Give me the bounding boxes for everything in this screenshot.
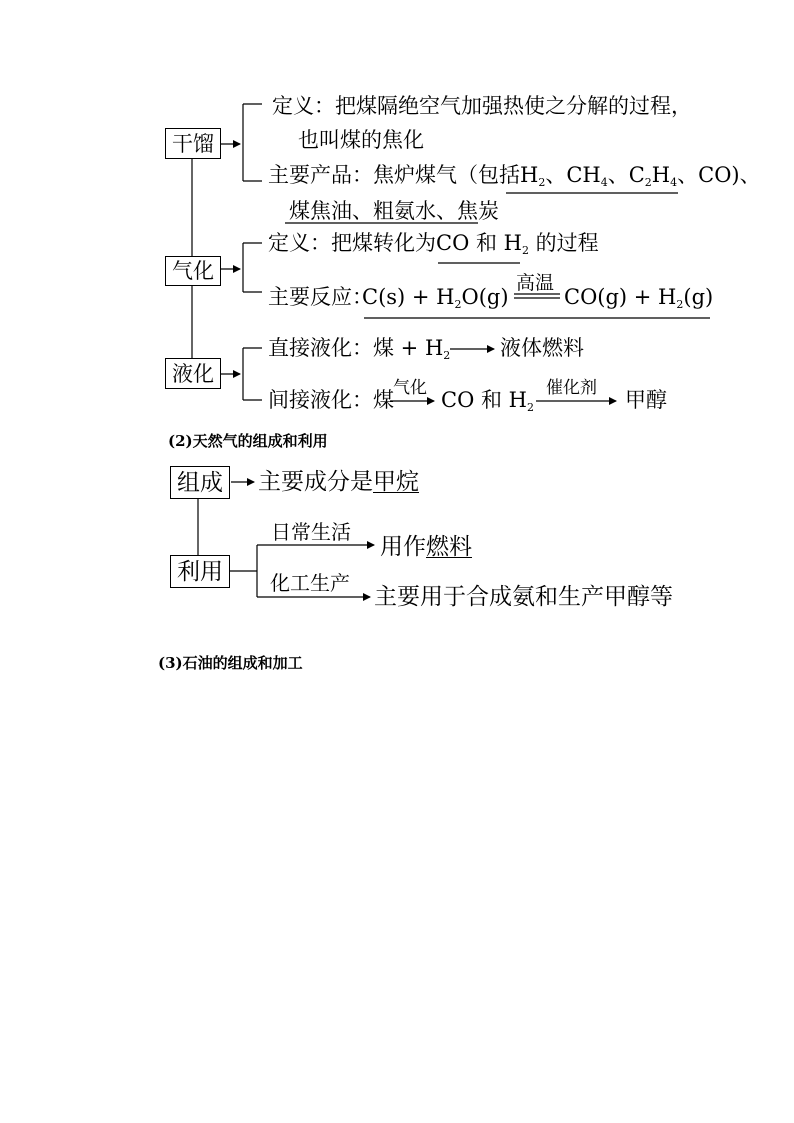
composition-value: 甲烷 [373, 469, 419, 495]
dry-distillation-products [268, 163, 761, 187]
section2-heading: (2)天然气的组成和利用 [168, 432, 328, 450]
separator: 、 [677, 163, 699, 187]
reaction-reactants: $C(s) + H_2O(g)$ [362, 285, 509, 311]
composition-text [258, 469, 419, 495]
definition-co-h2: CO 和 $H_2$ [436, 231, 529, 257]
indirect-condition-gasify: 气化 [393, 378, 427, 398]
liquefaction-label: 液化 [172, 361, 214, 386]
dry-distillation-definition: 定义：把煤隔绝空气加强热使之分解的过程， [272, 94, 692, 118]
industry-use: 主要用于合成氨和生产甲醇等 [374, 584, 673, 610]
reaction-condition: 高温 [516, 272, 555, 294]
products-tail: 、 [739, 163, 761, 187]
separator: 、 [607, 163, 629, 187]
dry-distillation-label: 干馏 [172, 131, 214, 156]
section3-heading: (3)石油的组成和加工 [158, 654, 303, 672]
definition-prefix: 定义：把煤转化为 [268, 231, 436, 255]
direct-liquefaction: 直接液化：煤 + $H_2$ [268, 336, 451, 362]
indirect-liquefaction-mid: CO 和 $H_2$ [441, 388, 534, 414]
definition-suffix: 的过程 [528, 231, 599, 255]
gas-ch4: $CH_4$ [566, 163, 608, 189]
gasification-box [165, 256, 221, 286]
utilization-label: 利用 [177, 558, 223, 585]
indirect-condition-catalyst: 催化剂 [546, 378, 597, 398]
indirect-liquefaction-prefix: 间接液化：煤 [268, 388, 394, 412]
separator: 、 [545, 163, 567, 187]
industry-condition: 化工生产 [270, 571, 350, 595]
composition-label: 组成 [177, 469, 223, 496]
dry-distillation-products-line2: 煤焦油、粗氨水、焦炭 [289, 199, 499, 223]
gasification-reaction-prefix: 主要反应： [268, 285, 373, 309]
gasification-label: 气化 [172, 259, 214, 283]
liquefaction-box [165, 358, 221, 389]
daily-life-use [380, 534, 472, 560]
gas-co: CO) [698, 163, 740, 187]
dry-distillation-box [165, 128, 221, 159]
composition-prefix: 主要成分是 [258, 469, 373, 495]
daily-use-prefix: 用作 [380, 534, 426, 560]
gasification-definition [268, 231, 599, 255]
utilization-box [170, 555, 230, 588]
dry-distillation-definition-line2: 也叫煤的焦化 [298, 128, 424, 152]
composition-box [170, 466, 230, 499]
gas-c2h4: $C_2H_4$ [628, 163, 678, 189]
products-prefix: 主要产品：焦炉煤气（包括 [268, 163, 520, 187]
daily-use-value: 燃料 [426, 534, 472, 560]
daily-life-condition: 日常生活 [271, 520, 351, 544]
direct-liquefaction-product: 液体燃料 [500, 336, 584, 360]
indirect-liquefaction-product: 甲醇 [625, 388, 667, 412]
gas-h2: $H_2$ [520, 163, 546, 189]
reaction-products: $CO(g) + H_2(g)$ [564, 285, 714, 311]
